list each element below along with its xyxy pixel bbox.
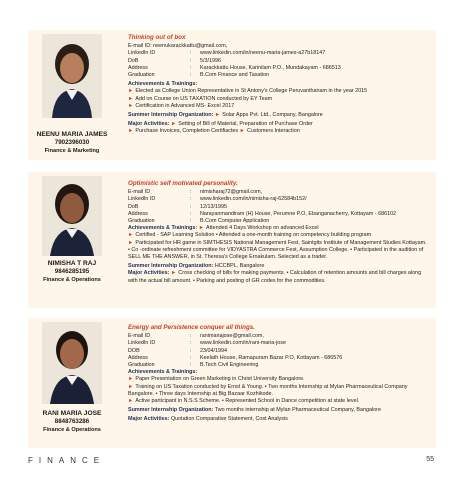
achievement-item: ► Training on US Taxation conducted by Ernst & Young. • Two months Internship at Mylan Pharmaceutical Company Bangalore. • Three days Internship at Big Bazaar Kozhikode. bbox=[128, 383, 408, 397]
profile-photo bbox=[42, 34, 102, 118]
photo-area bbox=[28, 30, 116, 160]
profile-details bbox=[128, 324, 428, 424]
detail-row: LinkedIn ID : www.linkedin.com/in/neenu-maria-james-a27b18147 bbox=[128, 50, 326, 57]
detail-row: Address : Keelath House, Ramapuram Bazar P.O, Kottayam - 686576 bbox=[128, 354, 343, 361]
internship-line: Summer Internship Organization: ► Solar Apps Pvt. Ltd., Company, Bangalore bbox=[128, 112, 323, 119]
profile-photo bbox=[42, 322, 102, 404]
achievement-item: ► Elected as College Union Representative in St Antony's College Peruvanthanam in the year 2015 bbox=[128, 88, 368, 95]
email-line: E-mail ID: neenukarackkattu@gmail.com, bbox=[128, 43, 228, 50]
student-phone: 7902396030 bbox=[54, 139, 90, 146]
achievements-heading-line: Achievements & Trainings: ► Attended 4 Days Workshop on advanced Excel bbox=[128, 225, 319, 232]
tagline: Optimistic self motivated personality. bbox=[128, 180, 238, 187]
profile-neenu bbox=[0, 30, 450, 160]
detail-row: LinkedIn ID : www.linkedin.com/in/nimisha-raj-62584b152/ bbox=[128, 196, 307, 203]
profile-nimisha bbox=[0, 172, 450, 308]
detail-row: E-mail ID : ranimariajose@gmail.com, bbox=[128, 333, 264, 340]
student-name: NIMISHA T RAJ bbox=[47, 260, 97, 267]
profile-details bbox=[128, 34, 428, 136]
detail-row: DOB : 23/04/1994 bbox=[128, 347, 227, 354]
detail-row: Address : Narayanmandiram (H) House, Perumne P.O, Ebanganacherry, Kottayam - 686102 bbox=[128, 210, 397, 217]
detail-row: DoB : 5/3/1996 bbox=[128, 57, 221, 64]
profile-rani bbox=[0, 318, 450, 448]
detail-row: LinkedIn ID : www.linkedin.com/in/rani-maria-jose bbox=[128, 340, 286, 347]
activities-line: Major Activities: Quotation Comparative Statement, Cost Analysis bbox=[128, 416, 288, 423]
detail-row: Graduation : B.Com Computer Application bbox=[128, 218, 270, 225]
activities-line: Major Activities: ► Setting of Bill of Material, Preparation of Purchase Order bbox=[128, 121, 313, 128]
footer-section-title: FINANCE bbox=[28, 456, 106, 465]
achievement-item: ► Add on Course on US TAXATION conducted by EY Team bbox=[128, 95, 273, 102]
student-department: Finance & Operations bbox=[43, 427, 101, 433]
student-phone: 8848763286 bbox=[54, 418, 90, 425]
detail-row: DoB : 12/13/1995 bbox=[128, 203, 227, 210]
achievements-heading: Achievements & Trainings: bbox=[128, 81, 198, 88]
detail-row: Graduation : B.Tech Civil Engineering bbox=[128, 362, 259, 369]
detail-row: E-mail ID : nimisharaj72@gmail.com, bbox=[128, 189, 263, 196]
student-department: Finance & Operations bbox=[43, 277, 101, 283]
achievement-item: ► Active participant in N.S.S Scheme. • Represented School in Dance competition at state level. bbox=[128, 398, 360, 405]
internship-line: Summer Internship Organization: Two months internship at Mylan Pharmaceutical Company, Bangalore bbox=[128, 407, 381, 414]
student-name: RANI MARIA JOSE bbox=[42, 410, 102, 417]
achievement-item: ► Certification in Advanced MS- Excel 2017 bbox=[128, 102, 235, 109]
profile-details bbox=[128, 180, 428, 285]
student-phone: 9846285195 bbox=[54, 268, 90, 275]
detail-row: Graduation : B.Com Finance and Taxation bbox=[128, 72, 270, 79]
photo-area bbox=[28, 172, 116, 308]
achievement-item: ► Participated for HR game in SIMTHESIS National Management Fest, Saintgits Institute of Management Studies Kottayam. • Co -ordinate refreshment committee for VIDYASTRA Commerce Fest, Assumption College. • Participated in the audition of SELL ME THE ANSWER, in St. Theresa's College Ernakulam. Selected as a trader. bbox=[128, 239, 427, 261]
tagline: Thinking out of box bbox=[128, 34, 186, 41]
tagline: Energy and Persistence conquer all things. bbox=[128, 324, 255, 331]
detail-row: Address : Karackkattu House, Karinilam P.O., Mundakayam - 686513 bbox=[128, 64, 341, 71]
student-name: NEENU MARIA JAMES bbox=[36, 131, 108, 138]
photo-area bbox=[28, 318, 116, 448]
activities-line: Major Activities: ► Cross checking of bills for making payments. • Calculation of retention amounts and bill charges along with the actual bill amount. • Parking and posting of GR codes for the commodities. bbox=[128, 270, 422, 284]
achievement-item: ► Paper Presentation on Green Marketing in Christ University Bangalore. bbox=[128, 376, 305, 383]
achievement-item: ► Certified - SAP Learning Solution • Attended a one-month training on competency building program bbox=[128, 232, 372, 239]
profile-photo bbox=[42, 176, 102, 256]
page-number: 55 bbox=[426, 456, 434, 463]
achievements-heading: Achievements & Trainings: bbox=[128, 369, 198, 376]
activities-line-2: ► Purchase Invoices, Completion Certifiactes ► Customers Interaction bbox=[128, 128, 300, 135]
student-department: Finance & Marketing bbox=[44, 148, 100, 154]
internship-line: Summer Internship Organization: HCCBPL, Bangalore bbox=[128, 263, 265, 270]
